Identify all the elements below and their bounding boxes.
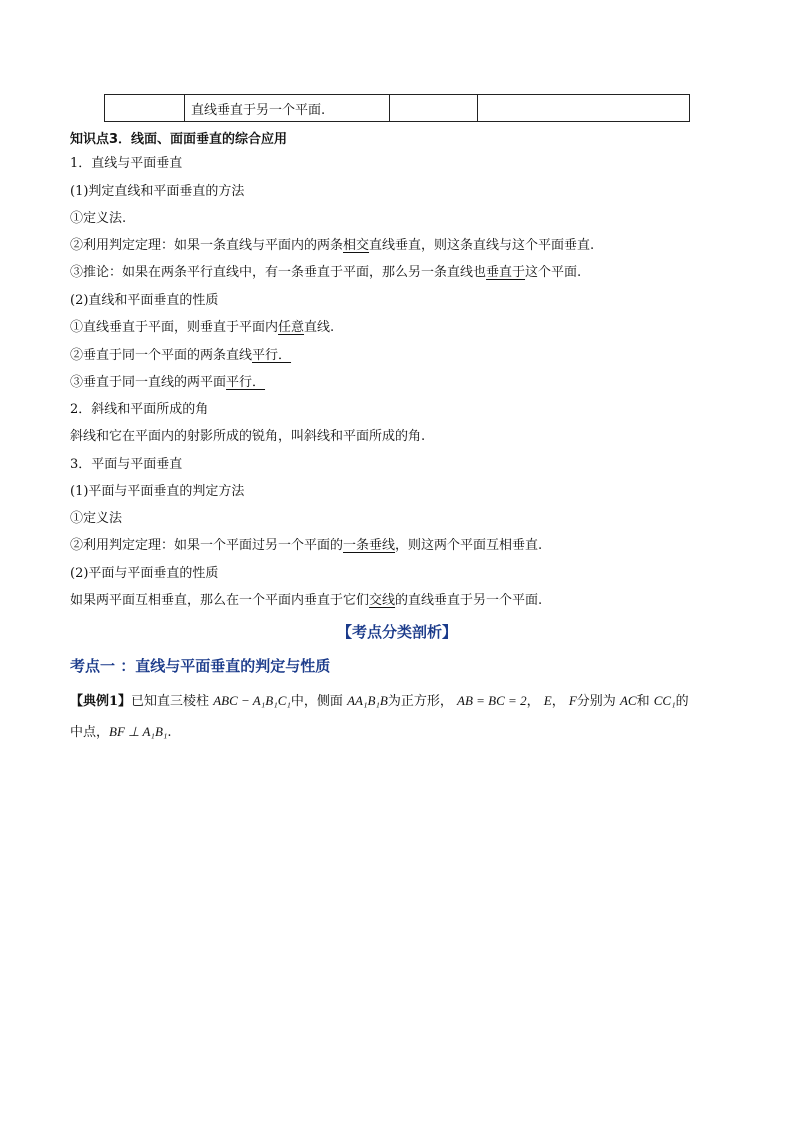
text-span: 直线垂直，则这条直线与这个平面垂直.: [369, 238, 595, 253]
text-span: ②利用判定定理：如果一个平面过另一个平面的: [70, 538, 344, 553]
subsection-title: 2．斜线和平面所成的角: [70, 402, 209, 417]
text-span: 如果两平面互相垂直，那么在一个平面内垂直于它们: [70, 593, 370, 608]
math-expression: CC₁: [653, 693, 676, 708]
table-cell: [478, 95, 690, 122]
table-row: [105, 95, 690, 122]
list-item: [70, 347, 291, 365]
text-span: ②利用判定定理：如果一条直线与平面内的两条: [70, 238, 344, 253]
paragraph: [70, 592, 542, 610]
text-span: 已知直三棱柱: [131, 694, 210, 709]
table-cell: [105, 95, 185, 122]
text-span: 这个平面.: [525, 265, 582, 280]
text-span: ③推论：如果在两条平行直线中，有一条垂直于平面，那么另一条直线也: [70, 265, 487, 280]
list-item: [70, 537, 542, 555]
text-span: ，: [551, 694, 565, 709]
subsection-title: 3．平面与平面垂直: [70, 457, 183, 472]
text-span: 直线.: [304, 320, 335, 335]
text-span: 分别为: [576, 694, 616, 709]
underlined-term: 平行．: [226, 375, 266, 390]
math-expression: AB = BC = 2: [457, 693, 527, 708]
list-item: [70, 237, 594, 255]
exam-point-title: 考点一 ：直线与平面垂直的判定与性质: [70, 657, 331, 675]
example-line-2: [70, 723, 172, 742]
math-expression: ABC − A₁B₁C₁: [213, 693, 291, 708]
underlined-term: 相交: [343, 238, 370, 253]
underlined-term: 一条垂线: [343, 538, 396, 553]
math-expression: BF ⊥ A₁B₁: [109, 724, 168, 739]
subsection-title: (1)判定直线和平面垂直的方法: [70, 184, 245, 199]
text-span: ，则这两个平面互相垂直.: [395, 538, 543, 553]
text-span: 的直线垂直于另一个平面.: [395, 593, 543, 608]
underlined-term: 交线: [369, 593, 396, 608]
math-expression: AC: [619, 693, 637, 708]
example-line-1: [70, 692, 689, 711]
top-table: [104, 94, 690, 122]
underlined-term: 垂直于: [486, 265, 526, 280]
list-item: ①定义法: [70, 511, 123, 526]
subsection-title: (2)平面与平面垂直的性质: [70, 566, 219, 581]
list-item: [70, 264, 581, 282]
table-cell: [390, 95, 478, 122]
table-cell: 直线垂直于另一个平面.: [185, 95, 390, 122]
text-span: ②垂直于同一个平面的两条直线: [70, 348, 253, 363]
paragraph: 斜线和它在平面内的射影所成的锐角，叫斜线和平面所成的角.: [70, 429, 426, 444]
list-item: [70, 374, 265, 392]
underlined-term: 任意: [278, 320, 305, 335]
text-span: ③垂直于同一直线的两平面: [70, 375, 227, 390]
math-expression: AA₁B₁B: [347, 693, 388, 708]
text-span: 的: [675, 694, 689, 709]
example-label: 【典例1】: [70, 694, 132, 709]
subsection-title: 1．直线与平面垂直: [70, 156, 183, 171]
section-header: 【考点分类剖析】: [336, 623, 457, 641]
text-span: 中点，: [70, 725, 110, 740]
list-item: [70, 319, 334, 337]
text-span: .: [167, 725, 172, 740]
list-item: ①定义法.: [70, 211, 127, 226]
math-expression: E: [543, 693, 552, 708]
math-expression: F: [568, 693, 577, 708]
knowledge-point-title: 知识点3．线面、面面垂直的综合应用: [70, 132, 288, 147]
subsection-title: (1)平面与平面垂直的判定方法: [70, 484, 245, 499]
underlined-term: 平行．: [252, 348, 292, 363]
text-span: 中，侧面: [290, 694, 343, 709]
subsection-title: (2)直线和平面垂直的性质: [70, 293, 219, 308]
text-span: ，: [526, 694, 540, 709]
text-span: ①直线垂直于平面，则垂直于平面内: [70, 320, 279, 335]
text-span: 为正方形，: [387, 694, 453, 709]
text-span: 和: [636, 694, 650, 709]
